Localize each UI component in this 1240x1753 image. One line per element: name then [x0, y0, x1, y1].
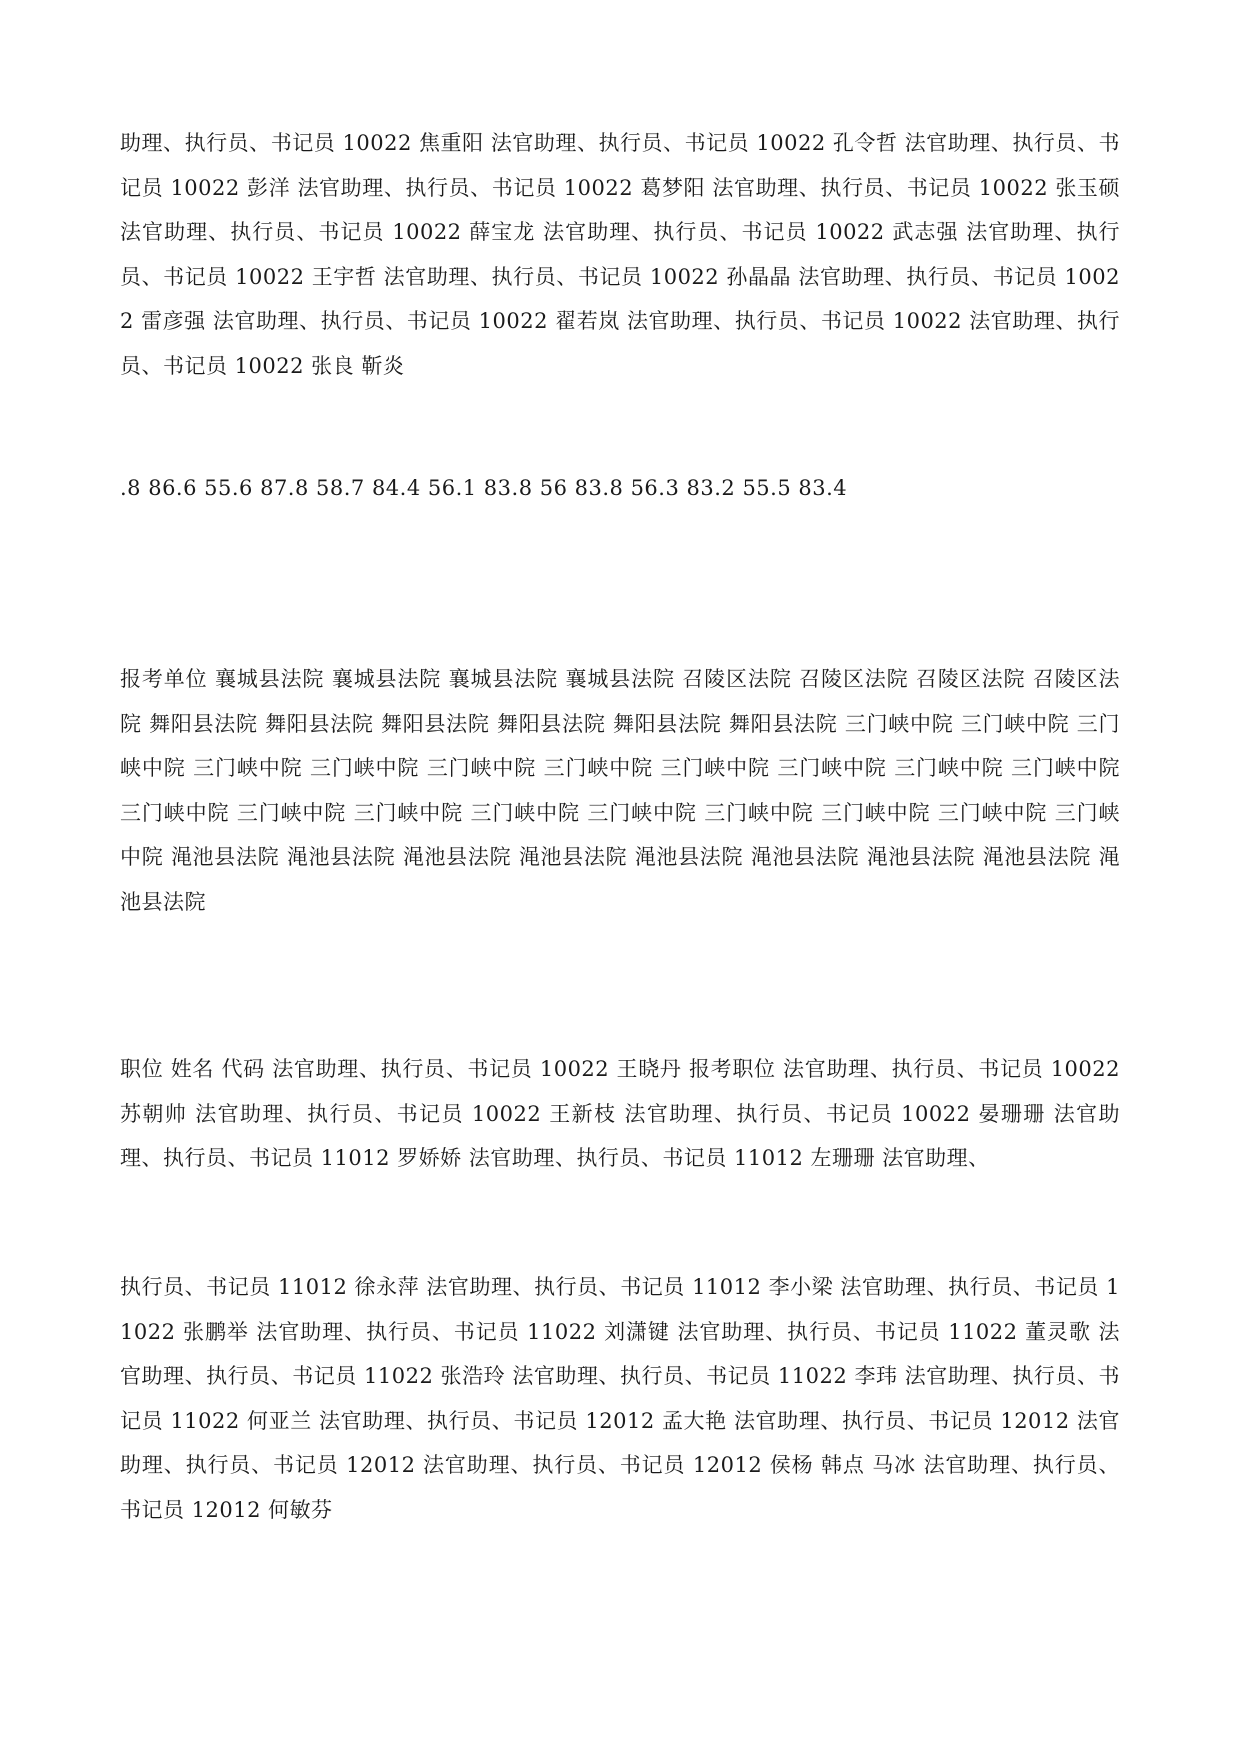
paragraph-candidates-11012-12012: 执行员、书记员 11012 徐永萍 法官助理、执行员、书记员 11012 李小梁 法官助理、执行员、书记员 11022 张鹏举 法官助理、执行员、书记员 11022 刘潇键 法官助理、执行员、书记员 11022 董灵歌 法官助理、执行员、书记员 11022 张浩玲 法官助理、执行员、书记员 11022 李玮 法官助理、执行员、书记员 11022 何亚兰 法官助理、执行员、书记员 12012 孟大艳 法官助理、执行员、书记员 12012 法官助理、执行员、书记员 12012 法官助理、执行员、书记员 12012 侯杨 韩点 马冰 法官助理、执行员、书记员 12012 何敏芬 — [120, 1275, 1120, 1522]
paragraph-applied-units: 报考单位 襄城县法院 襄城县法院 襄城县法院 襄城县法院 召陵区法院 召陵区法院 召陵区法院 召陵区法院 舞阳县法院 舞阳县法院 舞阳县法院 舞阳县法院 舞阳县法院 舞阳县法院 三门峡中院 三门峡中院 三门峡中院 三门峡中院 三门峡中院 三门峡中院 三门峡中院 三门峡中院 三门峡中院 三门峡中院 三门峡中院 三门峡中院 三门峡中院 三门峡中院 三门峡中院 三门峡中院 三门峡中院 三门峡中院 三门峡中院 三门峡中院 渑池县法院 渑池县法院 渑池县法院 渑池县法院 渑池县法院 渑池县法院 渑池县法院 渑池县法院 渑池县法院 — [120, 667, 1120, 914]
paragraph-candidates-10022: 助理、执行员、书记员 10022 焦重阳 法官助理、执行员、书记员 10022 孔令哲 法官助理、执行员、书记员 10022 彭洋 法官助理、执行员、书记员 10022 葛梦阳 法官助理、执行员、书记员 10022 张玉硕 法官助理、执行员、书记员 10022 薛宝龙 法官助理、执行员、书记员 10022 武志强 法官助理、执行员、书记员 10022 王宇哲 法官助理、执行员、书记员 10022 孙晶晶 法官助理、执行员、书记员 10022 雷彦强 法官助理、执行员、书记员 10022 翟若岚 法官助理、执行员、书记员 10022 法官助理、执行员、书记员 10022 张良 靳炎 — [120, 131, 1120, 378]
paragraph-position-name-code: 职位 姓名 代码 法官助理、执行员、书记员 10022 王晓丹 报考职位 法官助理、执行员、书记员 10022 苏朝帅 法官助理、执行员、书记员 10022 王新枝 法官助理、执行员、书记员 10022 晏珊珊 法官助理、执行员、书记员 11012 罗娇娇 法官助理、执行员、书记员 11012 左珊珊 法官助理、 — [120, 1057, 1120, 1170]
paragraph-scores: .8 86.6 55.6 87.8 58.7 84.4 56.1 83.8 56 83.8 56.3 83.2 55.5 83.4 — [120, 476, 848, 500]
